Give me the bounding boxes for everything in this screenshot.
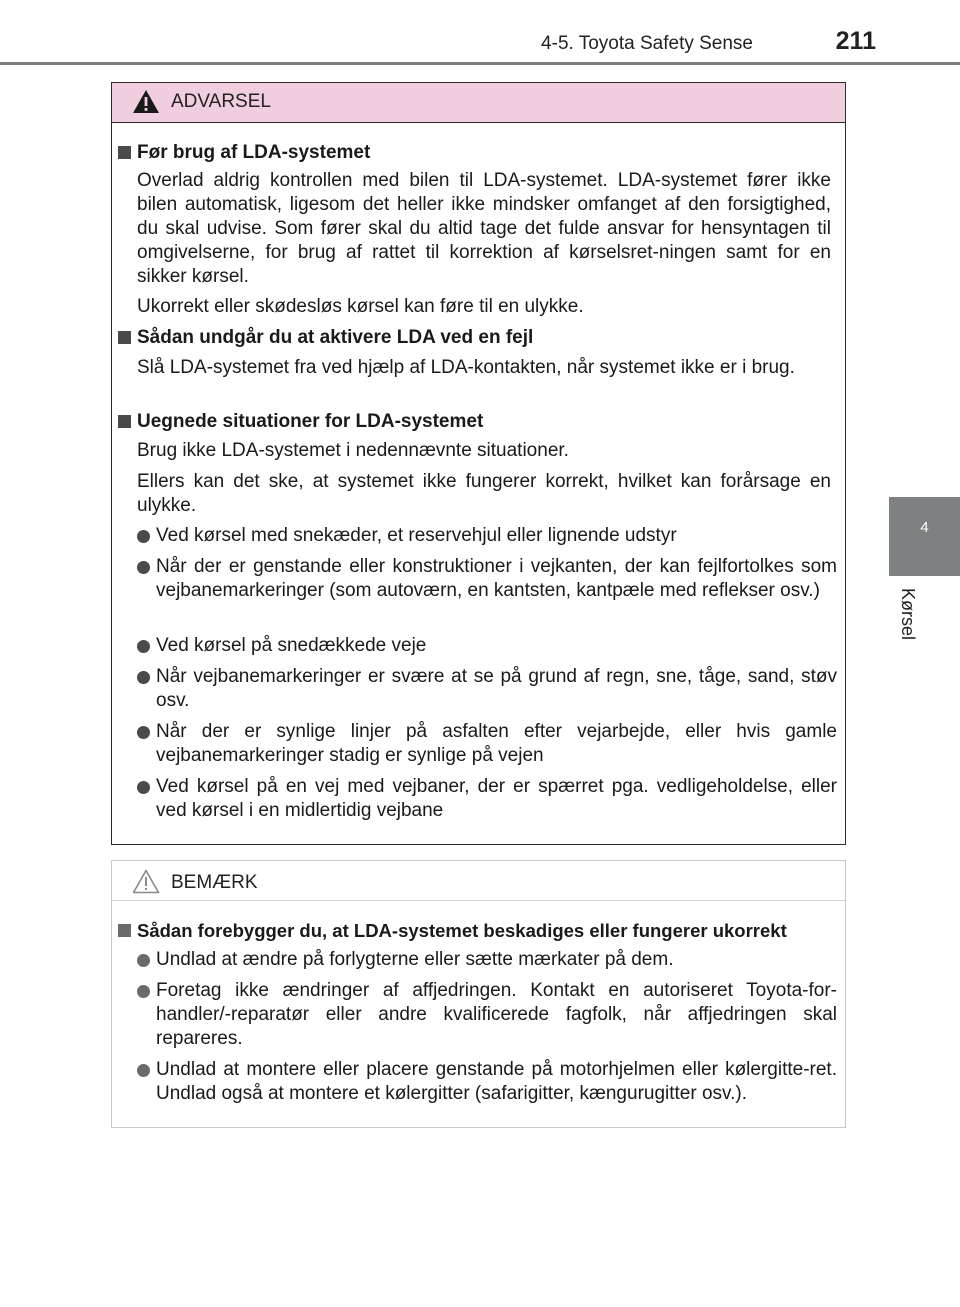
note-title: BEMÆRK: [171, 872, 258, 893]
warning-box: ADVARSEL Før brug af LDA-systemet Overlad aldrig kontrollen med bilen til LDA-systemet. LDA-systemet fører ikke bilen automatisk, ligesom det heller ikke mindsker omfanget af den forsigtighed, du skal udvise. Som fører skal du altid tage det fulde ansvar for hensyntagen til omgivelserne, for brug af rattet til korrektion af kørselsret-ningen samt for en sikker kørsel. Ukorrekt eller skødesløs kørsel kan føre til en ulykke. Sådan undgår du at aktivere LDA ved en fejl Slå LDA-systemet fra ved hjælp af LDA-kontakten, når systemet ikke er i brug. Uegnede situationer for LDA-systemet Brug ikke LDA-systemet i nedennævnte situationer. Ellers kan det ske, at systemet ikke fungerer korrekt, hvilket kan forårsage en ulykke. Ved kørsel med snekæder, et reservehjul eller lignende udstyr Når der er genstande eller konstruktioner i vejkanten, der kan fejlfortolkes som vejbanemarkeringer (som autoværn, en kantsten, kantpæle med reflekser osv.) Ved kørsel på snedækkede veje Når vejbanemarkeringer er svære at se på grund af regn, sne, tåge, sand, støv osv. Når der er synlige linjer på asfalten efter vejarbejde, eller hvis gamle vejbanemarkeringer stadig er synlige på vejen Ved kørsel på en vej med vejbaner, der er spærret pga. vedligeholdelse, eller ved kørsel i en midlertidig vejbane: [111, 82, 846, 845]
page-header: [0, 0, 960, 66]
paragraph: Overlad aldrig kontrollen med bilen til LDA-systemet. LDA-systemet fører ikke bilen automatisk, ligesom det heller ikke mindsker omfanget af den forsigtighed, du skal udvise. Som fører skal du altid tage det fulde ansvar for hensyntagen til omgivelserne, for brug af rattet til korrektion af kørselsret-ningen samt for en sikker kørsel.: [137, 170, 831, 287]
page-number: 211: [835, 27, 876, 55]
chapter-number: 4: [920, 519, 929, 536]
round-bullet-icon: [137, 671, 150, 684]
note-header: [112, 861, 845, 901]
square-bullet-icon: [118, 415, 131, 428]
caution-triangle-icon: [132, 869, 160, 894]
square-bullet-icon: [118, 924, 131, 937]
round-bullet-icon: [137, 781, 150, 794]
square-bullet-icon: [118, 331, 131, 344]
paragraph: Brug ikke LDA-systemet i nedennævnte situationer.: [137, 440, 569, 461]
round-bullet-icon: [137, 1064, 150, 1077]
round-bullet-icon: [137, 954, 150, 967]
header-rule: [0, 62, 960, 65]
paragraph: Ellers kan det ske, at systemet ikke fungerer korrekt, hvilket kan forårsage en ulykke.: [137, 471, 831, 516]
warning-header: [112, 83, 845, 123]
square-bullet-icon: [118, 146, 131, 159]
round-bullet-icon: [137, 561, 150, 574]
paragraph: Slå LDA-systemet fra ved hjælp af LDA-kontakten, når systemet ikke er i brug.: [137, 357, 795, 378]
note-box: BEMÆRK Sådan forebygger du, at LDA-systemet beskadiges eller fungerer ukorrekt Undlad at ændre på forlygterne eller sætte mærkater på dem. Foretag ikke ændringer af affjedringen. Kontakt en autoriseret Toyota-for-handler/-reparatør eller andre kvalificerede fagfolk, når affjedringen skal repareres. Undlad at montere eller placere genstande på motorhjelmen eller kølergitte-ret. Undlad også at montere et kølergitter (safarigitter, kængurugitter osv.).: [111, 860, 846, 1128]
chapter-tab[interactable]: [889, 497, 960, 576]
round-bullet-icon: [137, 640, 150, 653]
chapter-label: Kørsel: [898, 588, 918, 641]
round-bullet-icon: [137, 530, 150, 543]
section-title: 4-5. Toyota Safety Sense: [541, 33, 753, 54]
paragraph: Ukorrekt eller skødesløs kørsel kan føre til en ulykke.: [137, 296, 584, 317]
round-bullet-icon: [137, 985, 150, 998]
round-bullet-icon: [137, 726, 150, 739]
warning-title: ADVARSEL: [171, 91, 271, 112]
warning-triangle-icon: [132, 89, 160, 114]
